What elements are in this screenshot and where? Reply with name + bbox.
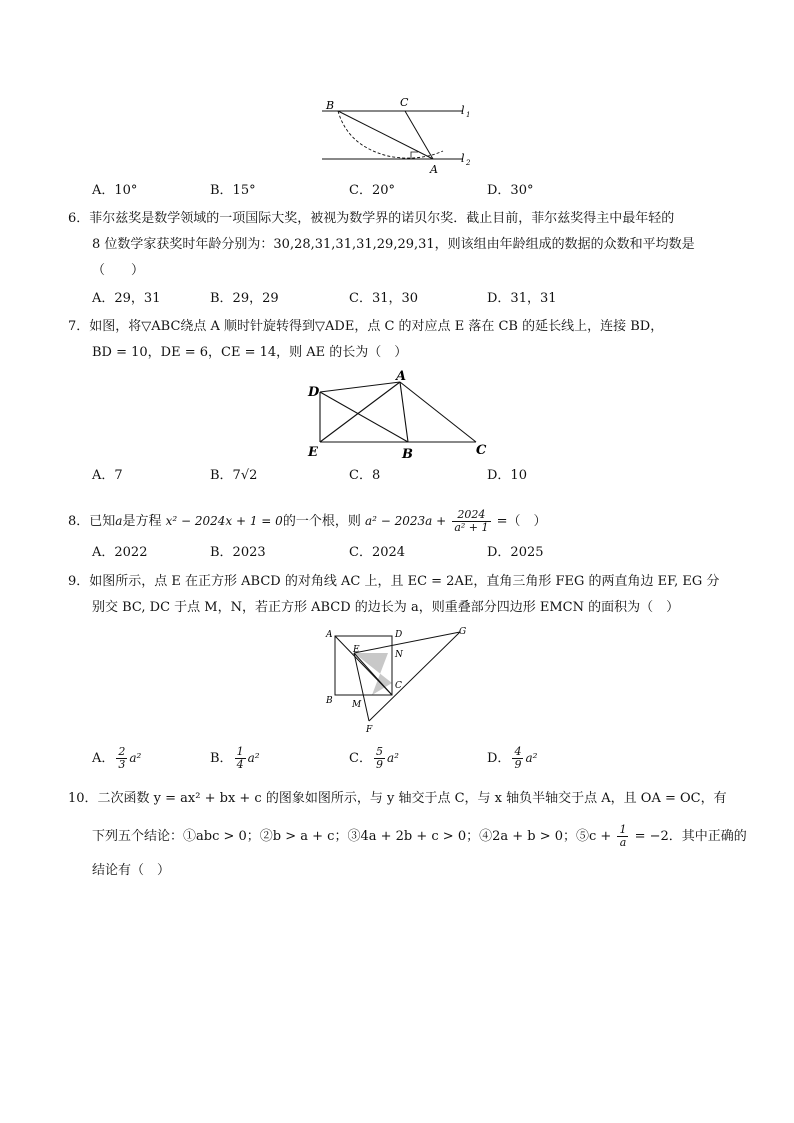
q5-label-l1-sub: 1: [466, 111, 471, 119]
q9-option-d: [487, 744, 537, 773]
q9-option-d-tail: a²: [525, 751, 538, 765]
q6-option-d: D．31，31: [487, 291, 557, 306]
q9-option-b: [210, 744, 260, 773]
q5-diagram: [318, 96, 478, 178]
q7-option-d: D．10: [487, 468, 527, 483]
q8-mid1: 是方程: [122, 514, 162, 529]
q9-option-a: [92, 744, 141, 773]
q5-label-l2: l: [461, 152, 465, 165]
q5-option-b: B．15°: [210, 183, 256, 198]
q7-figure: [300, 370, 496, 462]
q9-label-G: G: [459, 627, 467, 637]
q6-line2: 8 位数学家获奖时年龄分别为：30,28,31,31,31,29,29,31，则该组由年龄组成的数据的众数和平均数是: [92, 237, 695, 252]
q9-option-c-num: 5: [375, 745, 383, 758]
q9-option-a-frac: [116, 746, 127, 771]
q6-option-b: B．29，29: [210, 291, 279, 306]
q9-option-c-frac: [374, 746, 385, 771]
q8-fraction: [452, 509, 490, 534]
q9-option-a-tail: a²: [129, 751, 142, 765]
q8-suffix: =（ ）: [496, 514, 547, 529]
q5-option-c: C．20°: [349, 183, 395, 198]
q10-line2-b: = −2．其中正确的: [634, 829, 747, 844]
q9-option-c: [349, 744, 399, 773]
q9-label-B: B: [326, 696, 333, 706]
q9-option-b-den: 4: [236, 758, 244, 771]
q9-option-d-frac: [512, 746, 523, 771]
q9-line2: 别交 BC, DC 于点 M，N，若正方形 ABCD 的边长为 a，则重叠部分四边形 EMCN 的面积为（ ）: [92, 600, 680, 615]
q9-option-c-tail: a²: [386, 751, 399, 765]
q7-label-B: B: [402, 447, 413, 462]
q10-line1: 10．二次函数 y = ax² + bx + c 的图象如图所示，与 y 轴交于点 C，与 x 轴负半轴交于点 A，且 OA = OC，有: [68, 791, 727, 806]
q7-label-A: A: [396, 370, 407, 384]
q9-option-a-den: 3: [118, 758, 126, 771]
q7-label-E: E: [308, 445, 318, 460]
q5-option-a: A．10°: [92, 183, 138, 198]
q7-diagram: [300, 370, 496, 462]
q5-option-d: D．30°: [487, 183, 534, 198]
q8-equation: x² − 2024x + 1 = 0: [165, 514, 283, 528]
q9-option-b-tail: a²: [247, 751, 260, 765]
q9-label-E: E: [353, 645, 360, 655]
q8-option-a: A．2022: [92, 545, 148, 560]
q6-line3: （ ）: [92, 263, 145, 278]
q6-option-a: A．29，31: [92, 291, 161, 306]
q5-label-C: C: [400, 96, 409, 109]
q5-figure: [318, 96, 478, 178]
q9-option-c-den: 9: [375, 758, 383, 771]
q7-line2: BD = 10，DE = 6，CE = 14，则 AE 的长为（ ）: [92, 345, 408, 360]
q8-line: [68, 504, 547, 539]
q6-line1: 6．菲尔兹奖是数学领域的一项国际大奖，被视为数学界的诺贝尔奖．截止目前，菲尔兹奖得主中最年轻的: [68, 211, 675, 226]
q7-option-b: B．7√2: [210, 468, 258, 483]
q10-line2: [92, 820, 747, 854]
q9-line1: 9．如图所示，点 E 在正方形 ABCD 的对角线 AC 上，且 EC = 2AE，直角三角形 FEG 的两直角边 EF, EG 分: [68, 574, 720, 589]
q9-label-F: F: [366, 725, 373, 735]
q8-frac-den: a² + 1: [454, 521, 489, 534]
q10-frac-den: a: [619, 836, 627, 849]
q9-option-d-den: 9: [514, 758, 522, 771]
q5-label-l1: l: [461, 104, 465, 117]
q9-option-d-label: D．: [487, 751, 511, 766]
q10-fraction: [617, 824, 628, 849]
q9-option-b-frac: [235, 746, 246, 771]
q8-expr: a² − 2023a +: [364, 514, 447, 528]
q8-option-d: D．2025: [487, 545, 544, 560]
q7-label-D: D: [308, 385, 320, 400]
q6-option-c: C．31，30: [349, 291, 419, 306]
q8-option-b: B．2023: [210, 545, 266, 560]
q9-label-D: D: [395, 630, 403, 640]
q7-label-C: C: [476, 443, 487, 458]
q8-mid2: 的一个根，则: [282, 514, 361, 529]
q5-label-A: A: [430, 163, 438, 176]
q8-frac-num: 2024: [452, 509, 490, 522]
q7-option-a: A．7: [92, 468, 123, 483]
q10-frac-num: 1: [619, 823, 627, 836]
q9-figure: [322, 624, 472, 736]
q10-line2-a: 下列五个结论：①abc > 0；②b > a + c；③4a + 2b + c > 0；④2a + b > 0；⑤c +: [92, 829, 612, 844]
q7-option-c: C．8: [349, 468, 381, 483]
q9-option-a-label: A．: [92, 751, 115, 766]
q5-label-B: B: [326, 99, 335, 112]
q8-option-c: C．2024: [349, 545, 406, 560]
q7-line1: 7．如图，将▽ABC绕点 A 顺时针旋转得到▽ADE，点 C 的对应点 E 落在 CB 的延长线上，连接 BD，: [68, 319, 664, 334]
q9-diagram: [322, 624, 472, 736]
q9-option-b-num: 1: [236, 745, 244, 758]
q8-a: a: [115, 514, 123, 528]
q10-line3: 结论有（ ）: [92, 863, 171, 878]
q9-option-c-label: C．: [349, 751, 372, 766]
q9-option-b-label: B．: [210, 751, 233, 766]
q9-label-C: C: [395, 681, 402, 691]
q9-label-M: M: [352, 700, 362, 710]
q9-label-N: N: [395, 650, 403, 660]
q9-option-d-num: 4: [514, 745, 522, 758]
q9-label-A: A: [326, 630, 333, 640]
q9-option-a-num: 2: [118, 745, 126, 758]
q8-prefix: 8．已知: [68, 514, 116, 529]
q5-label-l2-sub: 2: [466, 159, 471, 167]
